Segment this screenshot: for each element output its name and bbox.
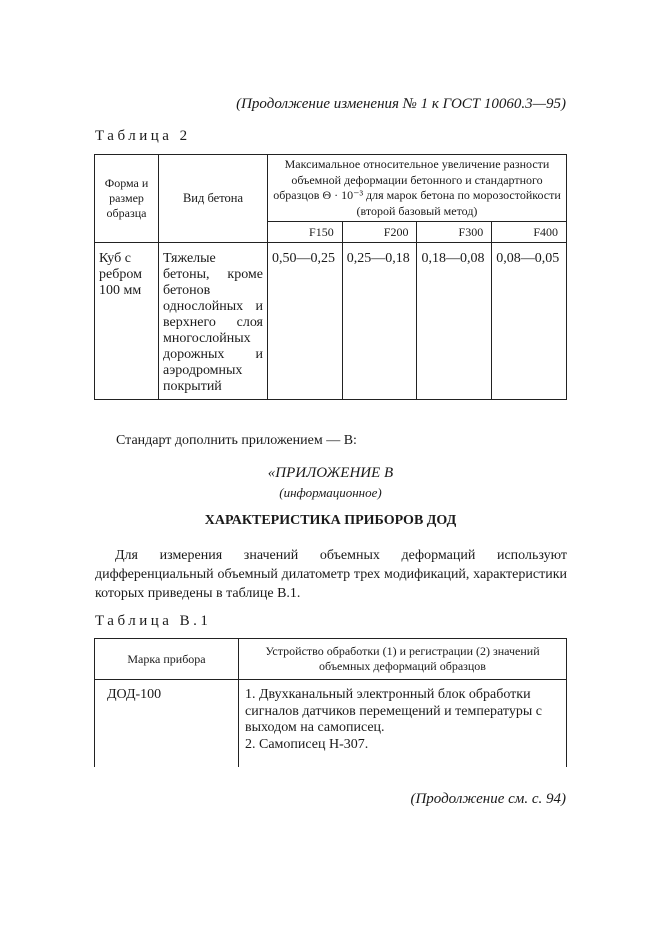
cell-type: Тяжелые бетоны, кроме бетонов однослойных и верхнего слоя многослойных дорожных и аэродромных покрытий (159, 243, 268, 400)
continuation-footer: (Продолжение см. с. 94) (410, 791, 566, 807)
table2-caption: Таблица 2 (95, 128, 191, 144)
header-grade: F400 (492, 222, 567, 243)
table-row (95, 243, 567, 400)
header-device: Устройство обработки (1) и регистрации (2) значений объемных деформаций образцов (239, 639, 567, 680)
table-row (95, 680, 567, 768)
cell-form: Куб с ребром 100 мм (95, 243, 159, 400)
cell-value: 0,08—0,05 (492, 243, 567, 400)
device-item-1: 1. Двухканальный электронный блок обработки сигналов датчиков перемещений и температуры с выходом на самописец. (245, 687, 542, 735)
section-title: ХАРАКТЕРИСТИКА ПРИБОРОВ ДОД (204, 513, 457, 528)
cell-value: 0,50—0,25 (268, 243, 343, 400)
body-paragraph: Для измерения значений объемных деформаций используют дифференциальный объемный дилатометр трех модификаций, характеристики которых приведены в таблице В.1. (95, 548, 567, 601)
header-grade: F300 (417, 222, 492, 243)
continuation-header: (Продолжение изменения № 1 к ГОСТ 10060.3—95) (236, 96, 566, 112)
table-b1 (94, 638, 567, 767)
device-item-2: 2. Самописец Н-307. (245, 736, 369, 752)
header-grade: F200 (342, 222, 417, 243)
table-2 (94, 154, 567, 400)
standard-addition-note: Стандарт дополнить приложением — В: (116, 433, 357, 448)
header-brand: Марка прибора (95, 639, 239, 680)
cell-brand: ДОД-100 (95, 680, 239, 768)
cell-value: 0,18—0,08 (417, 243, 492, 400)
header-concrete-type: Вид бетона (159, 155, 268, 243)
cell-value: 0,25—0,18 (342, 243, 417, 400)
header-max-increase: Максимальное относительное увеличение разности объемной деформации бетонного и стандартного образцов Θ · 10⁻³ для марок бетона по морозостойкости (второй базовый метод) (268, 155, 567, 222)
table-b1-caption: Таблица В.1 (95, 613, 212, 629)
appendix-subtitle: (информационное) (279, 485, 382, 500)
header-form-size: Форма и размер образца (95, 155, 159, 243)
header-grade: F150 (268, 222, 343, 243)
appendix-title: «ПРИЛОЖЕНИЕ В (267, 465, 394, 481)
cell-device (239, 680, 567, 768)
